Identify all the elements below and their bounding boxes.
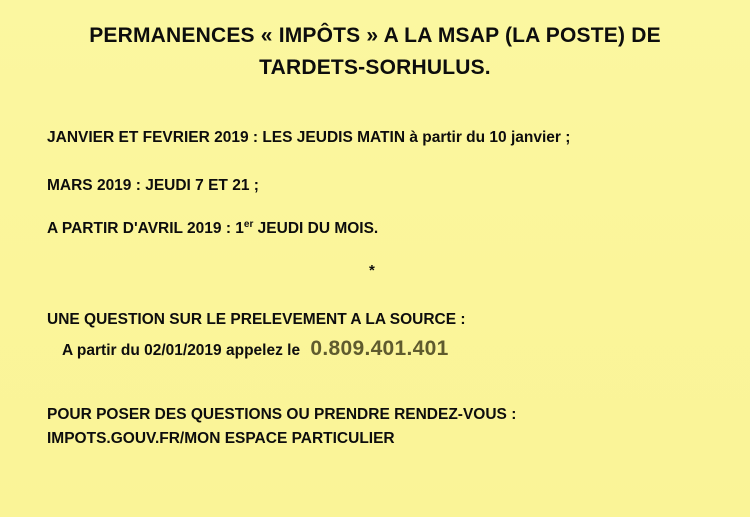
schedule-avril-prefix: A PARTIR D'AVRIL 2019 : 1 bbox=[47, 220, 244, 237]
schedule-avril-suffix: JEUDI DU MOIS. bbox=[253, 220, 379, 237]
phone-number: 0.809.401.401 bbox=[310, 337, 449, 360]
schedule-avril bbox=[47, 219, 378, 239]
schedule-jan-feb-label: JANVIER ET FEVRIER 2019 : LES JEUDIS MATIN bbox=[47, 129, 406, 146]
call-text: A partir du 02/01/2019 appelez le bbox=[62, 342, 301, 359]
question-heading: UNE QUESTION SUR LE PRELEVEMENT A LA SOURCE : bbox=[47, 311, 466, 328]
title-line-2: TARDETS-SORHULUS. bbox=[259, 56, 491, 79]
schedule-jan-feb-detail: à partir du 10 janvier ; bbox=[405, 129, 571, 146]
schedule-mars: MARS 2019 : JEUDI 7 ET 21 ; bbox=[47, 177, 259, 194]
call-line bbox=[62, 336, 449, 364]
title-line-1: PERMANENCES « IMPÔTS » A LA MSAP (LA POSTE) DE bbox=[89, 24, 661, 47]
schedule-avril-sup: er bbox=[243, 219, 254, 230]
schedule-jan-feb bbox=[47, 128, 570, 148]
contact-heading: POUR POSER DES QUESTIONS OU PRENDRE RENDEZ-VOUS : bbox=[47, 406, 517, 423]
notice-title bbox=[0, 20, 750, 84]
contact-website: IMPOTS.GOUV.FR/MON ESPACE PARTICULIER bbox=[47, 430, 395, 447]
separator-star: * bbox=[369, 262, 375, 279]
